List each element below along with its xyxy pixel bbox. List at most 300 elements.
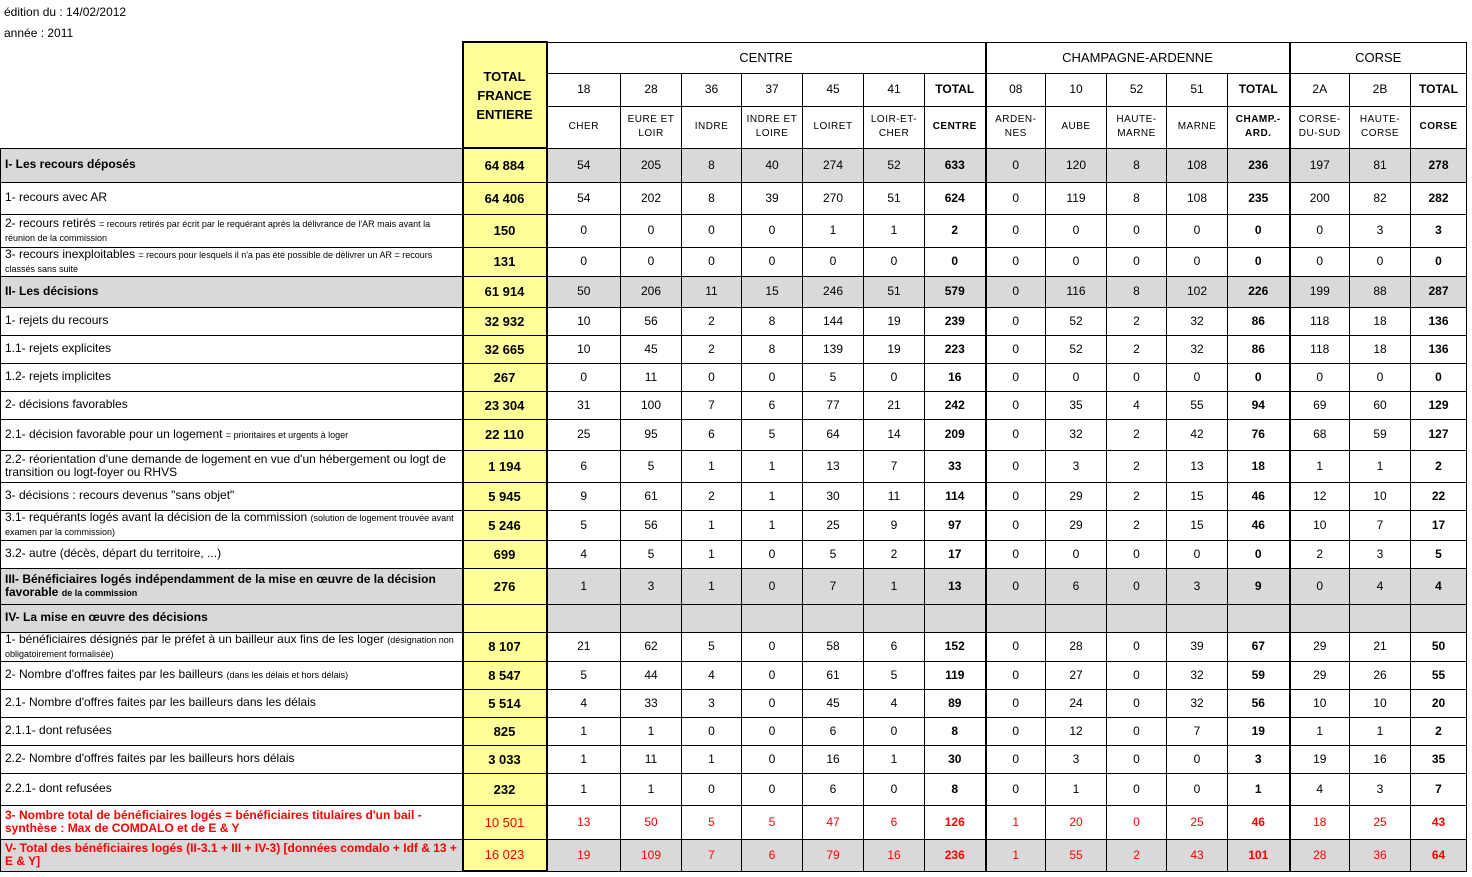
value-cell: 0 — [742, 363, 803, 391]
row-label-text: I- Les recours déposés — [5, 157, 136, 171]
value-cell: 3 — [1228, 745, 1290, 773]
value-cell: 4 — [1107, 391, 1167, 419]
value-cell: 5 — [742, 419, 803, 450]
value-cell: 0 — [1046, 247, 1107, 276]
france-total-cell: 22 110 — [463, 419, 547, 450]
value-cell: 129 — [1411, 391, 1467, 419]
value-cell: 1 — [1046, 773, 1107, 805]
value-cell: 18 — [1228, 450, 1290, 482]
value-cell: 3 — [1046, 745, 1107, 773]
table-row — [1, 276, 1467, 307]
france-total-cell: 61 914 — [463, 276, 547, 307]
value-cell: 1 — [742, 450, 803, 482]
value-cell: 0 — [925, 247, 986, 276]
value-cell: 579 — [925, 276, 986, 307]
row-label-text: II- Les décisions — [5, 283, 99, 298]
value-cell: 58 — [803, 632, 864, 661]
value-cell: 35 — [1046, 391, 1107, 419]
value-cell: 3 — [1167, 568, 1228, 604]
value-cell: 199 — [1290, 276, 1350, 307]
row-label-note: = prioritaires et urgents à loger — [225, 429, 349, 440]
value-cell: 7 — [1167, 717, 1228, 745]
value-cell: 0 — [1167, 214, 1228, 247]
value-cell: 0 — [1107, 568, 1167, 604]
value-cell: 5 — [682, 632, 742, 661]
value-cell: 13 — [803, 450, 864, 482]
value-cell: 10 — [1350, 482, 1411, 510]
value-cell: 2 — [1107, 839, 1167, 871]
value-cell — [986, 604, 1046, 632]
value-cell: 55 — [1411, 661, 1467, 689]
value-cell: 1 — [1290, 717, 1350, 745]
value-cell: 0 — [1107, 661, 1167, 689]
france-total-cell: 131 — [463, 247, 547, 276]
table-row — [1, 148, 1467, 182]
value-cell: 2 — [682, 307, 742, 335]
value-cell: 0 — [986, 148, 1046, 182]
france-total-cell: 3 033 — [463, 745, 547, 773]
value-cell: 1 — [986, 805, 1046, 839]
value-cell: 3 — [1350, 540, 1411, 568]
value-cell: 0 — [1290, 363, 1350, 391]
value-cell: 0 — [1107, 689, 1167, 717]
value-cell: 108 — [1167, 148, 1228, 182]
value-cell: 13 — [547, 805, 621, 839]
value-cell: 50 — [547, 276, 621, 307]
value-cell: 0 — [1290, 247, 1350, 276]
value-cell: 13 — [925, 568, 986, 604]
table-row — [1, 307, 1467, 335]
value-cell: 0 — [1107, 214, 1167, 247]
value-cell: 100 — [621, 391, 682, 419]
value-cell: 69 — [1290, 391, 1350, 419]
value-cell: 0 — [621, 214, 682, 247]
value-cell: 19 — [1228, 717, 1290, 745]
value-cell: 43 — [1411, 805, 1467, 839]
value-cell: 2 — [925, 214, 986, 247]
france-total-header: TOTAL FRANCE ENTIERE — [463, 42, 547, 148]
value-cell: 0 — [1411, 247, 1467, 276]
value-cell: 11 — [682, 276, 742, 307]
value-cell: 246 — [803, 276, 864, 307]
value-cell: 18 — [1290, 805, 1350, 839]
row-label — [1, 182, 463, 214]
value-cell: 30 — [925, 745, 986, 773]
value-cell: 205 — [621, 148, 682, 182]
dept-code: 52 — [1107, 73, 1167, 106]
value-cell: 0 — [986, 214, 1046, 247]
table-row — [1, 335, 1467, 363]
row-label-note: (dans les délais et hors délais) — [226, 670, 349, 680]
value-cell: 0 — [682, 214, 742, 247]
value-cell: 119 — [1046, 182, 1107, 214]
row-label — [1, 148, 463, 182]
value-cell: 8 — [1107, 148, 1167, 182]
france-total-cell: 23 304 — [463, 391, 547, 419]
value-cell: 0 — [1107, 773, 1167, 805]
value-cell: 67 — [1228, 632, 1290, 661]
value-cell: 5 — [864, 661, 925, 689]
row-label-note: = recours pour lesquels il n'a pas été possible de délivrer un AR = recours classés sans suite — [5, 249, 433, 274]
value-cell: 0 — [986, 632, 1046, 661]
value-cell: 1 — [682, 745, 742, 773]
row-label-text: 2.2- Nombre d'offres faites par les bailleurs hors délais — [5, 751, 295, 765]
value-cell: 0 — [986, 773, 1046, 805]
value-cell: 0 — [742, 745, 803, 773]
value-cell: 25 — [803, 510, 864, 540]
value-cell: 102 — [1167, 276, 1228, 307]
value-cell: 5 — [1411, 540, 1467, 568]
value-cell: 56 — [621, 510, 682, 540]
value-cell: 61 — [803, 661, 864, 689]
value-cell: 39 — [742, 182, 803, 214]
value-cell: 51 — [864, 182, 925, 214]
row-label-text: 2- décisions favorables — [5, 397, 128, 411]
value-cell: 2 — [1411, 450, 1467, 482]
table-row — [1, 632, 1467, 661]
france-total-cell: 5 514 — [463, 689, 547, 717]
table-row — [1, 363, 1467, 391]
table-row — [1, 604, 1467, 632]
value-cell: 2 — [1107, 482, 1167, 510]
value-cell: 0 — [864, 773, 925, 805]
value-cell: 1 — [742, 510, 803, 540]
value-cell: 22 — [1411, 482, 1467, 510]
value-cell: 7 — [803, 568, 864, 604]
table-row — [1, 540, 1467, 568]
value-cell: 13 — [1167, 450, 1228, 482]
value-cell: 6 — [803, 773, 864, 805]
value-cell: 0 — [1228, 540, 1290, 568]
dept-name: CHAMP.-ARD. — [1228, 106, 1290, 148]
value-cell: 0 — [742, 661, 803, 689]
value-cell: 236 — [925, 839, 986, 871]
value-cell: 39 — [1167, 632, 1228, 661]
value-cell: 1 — [682, 568, 742, 604]
value-cell: 7 — [1350, 510, 1411, 540]
value-cell: 0 — [547, 247, 621, 276]
row-label-text: 2.1- Nombre d'offres faites par les bailleurs dans les délais — [5, 695, 316, 709]
value-cell: 1 — [864, 568, 925, 604]
value-cell — [1411, 604, 1467, 632]
value-cell: 0 — [986, 450, 1046, 482]
row-label — [1, 307, 463, 335]
row-label-text: 2- recours retirés — [5, 215, 100, 230]
value-cell: 236 — [1228, 148, 1290, 182]
row-label — [1, 689, 463, 717]
value-cell — [1167, 604, 1228, 632]
value-cell: 61 — [621, 482, 682, 510]
value-cell: 8 — [742, 335, 803, 363]
row-label — [1, 510, 463, 540]
value-cell: 0 — [1107, 745, 1167, 773]
value-cell: 8 — [925, 773, 986, 805]
france-total-cell: 16 023 — [463, 839, 547, 871]
value-cell: 16 — [803, 745, 864, 773]
value-cell: 19 — [547, 839, 621, 871]
value-cell: 94 — [1228, 391, 1290, 419]
france-total-cell: 150 — [463, 214, 547, 247]
value-cell: 59 — [1350, 419, 1411, 450]
value-cell: 108 — [1167, 182, 1228, 214]
value-cell: 19 — [864, 335, 925, 363]
dept-code: 2B — [1350, 73, 1411, 106]
value-cell: 0 — [742, 540, 803, 568]
value-cell: 0 — [986, 482, 1046, 510]
row-label-text: 3- Nombre total de bénéficiaires logés = bénéficiaires titulaires d'un bail - synthèse : Max de COMDALO et de E & Y — [5, 807, 422, 835]
value-cell: 0 — [986, 335, 1046, 363]
value-cell: 4 — [547, 540, 621, 568]
row-label — [1, 632, 463, 661]
dept-name: ARDEN-NES — [986, 106, 1046, 148]
value-cell: 4 — [547, 689, 621, 717]
value-cell: 197 — [1290, 148, 1350, 182]
row-label-text: 2- Nombre d'offres faites par les bailleurs — [5, 667, 227, 681]
value-cell: 0 — [1107, 717, 1167, 745]
value-cell: 32 — [1046, 419, 1107, 450]
value-cell: 17 — [925, 540, 986, 568]
value-cell: 16 — [925, 363, 986, 391]
value-cell: 0 — [803, 247, 864, 276]
row-label-text: 1.2- rejets implicites — [5, 369, 112, 383]
value-cell: 25 — [1167, 805, 1228, 839]
france-total-cell: 8 107 — [463, 632, 547, 661]
value-cell: 5 — [742, 805, 803, 839]
value-cell — [742, 604, 803, 632]
value-cell: 21 — [547, 632, 621, 661]
value-cell: 42 — [1167, 419, 1228, 450]
row-label — [1, 540, 463, 568]
value-cell: 0 — [864, 363, 925, 391]
value-cell: 118 — [1290, 307, 1350, 335]
value-cell: 0 — [986, 745, 1046, 773]
value-cell: 7 — [864, 450, 925, 482]
value-cell: 19 — [1290, 745, 1350, 773]
value-cell: 1 — [547, 717, 621, 745]
value-cell: 0 — [1350, 247, 1411, 276]
row-label — [1, 482, 463, 510]
value-cell: 5 — [547, 510, 621, 540]
value-cell: 82 — [1350, 182, 1411, 214]
row-label-text: 3.2- autre (décès, départ du territoire, ...) — [5, 546, 222, 560]
value-cell: 6 — [682, 419, 742, 450]
row-label — [1, 450, 463, 482]
table-row — [1, 182, 1467, 214]
value-cell: 274 — [803, 148, 864, 182]
value-cell: 20 — [1046, 805, 1107, 839]
row-label-text: IV- La mise en œuvre des décisions — [5, 610, 208, 624]
value-cell: 50 — [621, 805, 682, 839]
edition-date: édition du : 14/02/2012 — [4, 5, 127, 19]
value-cell: 18 — [1350, 335, 1411, 363]
value-cell: 47 — [803, 805, 864, 839]
row-label — [1, 745, 463, 773]
dept-name: LOIRET — [803, 106, 864, 148]
table-row — [1, 773, 1467, 805]
france-total-cell: 32 932 — [463, 307, 547, 335]
row-label-text: 3- recours inexploitables — [5, 247, 139, 261]
value-cell: 1 — [621, 773, 682, 805]
row-label-text: 2.2.1- dont refusées — [5, 781, 112, 795]
value-cell: 29 — [1046, 510, 1107, 540]
dept-code: 28 — [621, 73, 682, 106]
value-cell: 139 — [803, 335, 864, 363]
row-label — [1, 214, 463, 247]
table-row — [1, 419, 1467, 450]
value-cell: 7 — [1411, 773, 1467, 805]
value-cell: 4 — [1411, 568, 1467, 604]
row-label-text: 3.1- requérants logés avant la décision de la commission — [5, 510, 311, 524]
value-cell: 0 — [1167, 773, 1228, 805]
value-cell: 200 — [1290, 182, 1350, 214]
value-cell: 0 — [682, 717, 742, 745]
region-corse: CORSE — [1290, 42, 1467, 73]
value-cell — [803, 604, 864, 632]
value-cell: 3 — [1411, 214, 1467, 247]
dept-name: INDRE — [682, 106, 742, 148]
value-cell: 16 — [864, 839, 925, 871]
value-cell: 3 — [1350, 214, 1411, 247]
table-row — [1, 214, 1467, 247]
row-label — [1, 363, 463, 391]
value-cell: 0 — [1107, 247, 1167, 276]
france-total-cell — [463, 604, 547, 632]
dept-name: HAUTE-MARNE — [1107, 106, 1167, 148]
value-cell: 59 — [1228, 661, 1290, 689]
value-cell: 10 — [1290, 689, 1350, 717]
value-cell: 0 — [682, 363, 742, 391]
value-cell: 2 — [1411, 717, 1467, 745]
value-cell: 0 — [621, 247, 682, 276]
value-cell: 3 — [1046, 450, 1107, 482]
value-cell: 15 — [742, 276, 803, 307]
value-cell: 33 — [621, 689, 682, 717]
france-total-cell: 5 945 — [463, 482, 547, 510]
value-cell — [1107, 604, 1167, 632]
value-cell: 18 — [1350, 307, 1411, 335]
value-cell: 3 — [1350, 773, 1411, 805]
value-cell: 0 — [986, 276, 1046, 307]
row-label-note: = recours retirés par écrit par le requérant après la délivrance de l'AR mais avant la réunion de la commission — [5, 218, 431, 243]
value-cell: 624 — [925, 182, 986, 214]
row-label — [1, 419, 463, 450]
value-cell: 0 — [1107, 805, 1167, 839]
value-cell: 15 — [1167, 482, 1228, 510]
value-cell: 19 — [864, 307, 925, 335]
table-row — [1, 482, 1467, 510]
value-cell: 0 — [986, 661, 1046, 689]
value-cell: 2 — [1107, 450, 1167, 482]
value-cell: 52 — [1046, 335, 1107, 363]
value-cell: 8 — [682, 148, 742, 182]
value-cell: 226 — [1228, 276, 1290, 307]
row-label — [1, 335, 463, 363]
value-cell: 119 — [925, 661, 986, 689]
value-cell: 0 — [742, 717, 803, 745]
france-total-cell: 10 501 — [463, 805, 547, 839]
value-cell: 4 — [1290, 773, 1350, 805]
value-cell: 12 — [1046, 717, 1107, 745]
value-cell: 0 — [682, 247, 742, 276]
value-cell: 0 — [986, 689, 1046, 717]
row-label — [1, 805, 463, 839]
value-cell: 0 — [1290, 214, 1350, 247]
value-cell: 0 — [1046, 540, 1107, 568]
value-cell: 1 — [547, 568, 621, 604]
value-cell: 6 — [864, 805, 925, 839]
value-cell: 1 — [1290, 450, 1350, 482]
value-cell: 109 — [621, 839, 682, 871]
value-cell — [1228, 604, 1290, 632]
table-row — [1, 839, 1467, 871]
france-total-cell: 5 246 — [463, 510, 547, 540]
table-row — [1, 805, 1467, 839]
row-label — [1, 276, 463, 307]
value-cell: 9 — [1228, 568, 1290, 604]
value-cell: 3 — [621, 568, 682, 604]
value-cell: 136 — [1411, 307, 1467, 335]
value-cell: 1 — [1350, 450, 1411, 482]
value-cell: 54 — [547, 148, 621, 182]
value-cell: 5 — [621, 540, 682, 568]
value-cell: 0 — [864, 717, 925, 745]
row-label — [1, 247, 463, 276]
value-cell: 0 — [742, 773, 803, 805]
value-cell: 11 — [621, 745, 682, 773]
table-row — [1, 450, 1467, 482]
value-cell: 17 — [1411, 510, 1467, 540]
value-cell: 51 — [864, 276, 925, 307]
value-cell: 0 — [1107, 363, 1167, 391]
dept-code: 41 — [864, 73, 925, 106]
france-total-cell: 232 — [463, 773, 547, 805]
dept-name: CHER — [547, 106, 621, 148]
value-cell: 136 — [1411, 335, 1467, 363]
value-cell: 45 — [803, 689, 864, 717]
value-cell: 52 — [864, 148, 925, 182]
value-cell: 36 — [1350, 839, 1411, 871]
france-total-cell: 32 665 — [463, 335, 547, 363]
value-cell: 0 — [742, 689, 803, 717]
value-cell: 77 — [803, 391, 864, 419]
dept-name: LOIR-ET-CHER — [864, 106, 925, 148]
region-centre: CENTRE — [547, 42, 986, 73]
value-cell: 101 — [1228, 839, 1290, 871]
row-label-text: V- Total des bénéficiaires logés (II-3.1 + III + IV-3) [données comdalo + Idf & 13 + E & Y] — [5, 840, 457, 868]
value-cell: 81 — [1350, 148, 1411, 182]
value-cell: 55 — [1046, 839, 1107, 871]
value-cell: 86 — [1228, 307, 1290, 335]
value-cell: 0 — [1046, 363, 1107, 391]
dept-name: CORSE-DU-SUD — [1290, 106, 1350, 148]
value-cell: 5 — [803, 363, 864, 391]
value-cell: 50 — [1411, 632, 1467, 661]
edition-year: année : 2011 — [4, 26, 74, 40]
dept-code: 2A — [1290, 73, 1350, 106]
value-cell: 8 — [1107, 182, 1167, 214]
row-label — [1, 568, 463, 604]
value-cell: 0 — [547, 214, 621, 247]
france-total-cell: 64 884 — [463, 148, 547, 182]
value-cell: 0 — [1167, 247, 1228, 276]
value-cell: 202 — [621, 182, 682, 214]
value-cell: 1 — [547, 745, 621, 773]
value-cell — [682, 604, 742, 632]
dept-code: TOTAL — [925, 73, 986, 106]
value-cell: 4 — [682, 661, 742, 689]
value-cell: 24 — [1046, 689, 1107, 717]
value-cell: 86 — [1228, 335, 1290, 363]
